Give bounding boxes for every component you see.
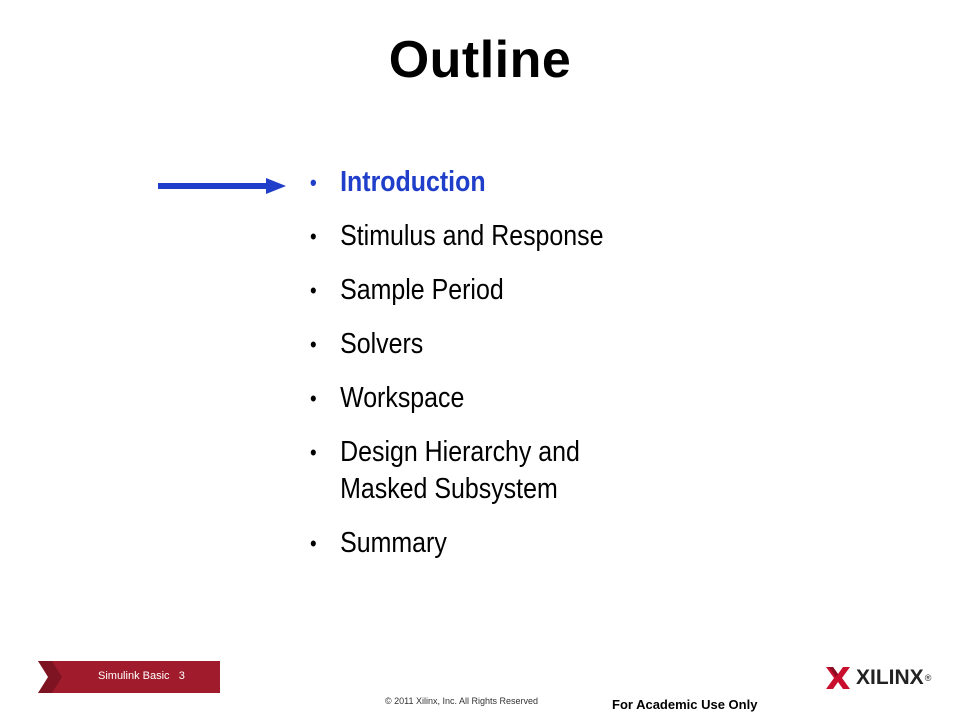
outline-item-sample-period: [310, 272, 671, 309]
footer-module-name: Simulink Basic: [98, 670, 170, 682]
outline-item-label: Design Hierarchy and Masked Subsystem: [340, 436, 580, 505]
bullet-icon: •: [310, 531, 317, 556]
bullet-icon: •: [310, 440, 317, 465]
copyright-text: © 2011 Xilinx, Inc. All Rights Reserved: [385, 696, 539, 706]
footer-page-number: 3: [178, 670, 185, 682]
footer-module: [98, 670, 185, 682]
outline-item-label: Summary: [340, 527, 447, 559]
outline-item-label: Solvers: [340, 328, 424, 360]
arrow-right-icon: [156, 176, 288, 196]
outline-item-design-hierarchy: [310, 434, 671, 508]
outline-item-introduction: [310, 164, 671, 201]
xilinx-logo-text: XILINX: [856, 666, 924, 689]
academic-use-text: For Academic Use Only: [612, 697, 758, 712]
bullet-icon: •: [310, 224, 317, 249]
outline-item-label: Introduction: [340, 166, 486, 198]
bullet-icon: •: [310, 386, 317, 411]
xilinx-logo-icon: [824, 665, 852, 691]
outline-item-stimulus: [310, 218, 671, 255]
outline-item-summary: [310, 525, 671, 562]
outline-item-label: Stimulus and Response: [340, 220, 604, 252]
bullet-icon: •: [310, 278, 317, 303]
bullet-icon: •: [310, 170, 317, 195]
registered-mark: ®: [924, 673, 932, 683]
outline-item-workspace: [310, 380, 671, 417]
outline-item-solvers: [310, 326, 671, 363]
outline-list: [310, 164, 730, 579]
slide-title: Outline: [388, 31, 572, 89]
bullet-icon: •: [310, 332, 317, 357]
outline-item-label: Workspace: [340, 382, 465, 414]
xilinx-logo: [824, 664, 931, 692]
outline-item-label: Sample Period: [340, 274, 504, 306]
